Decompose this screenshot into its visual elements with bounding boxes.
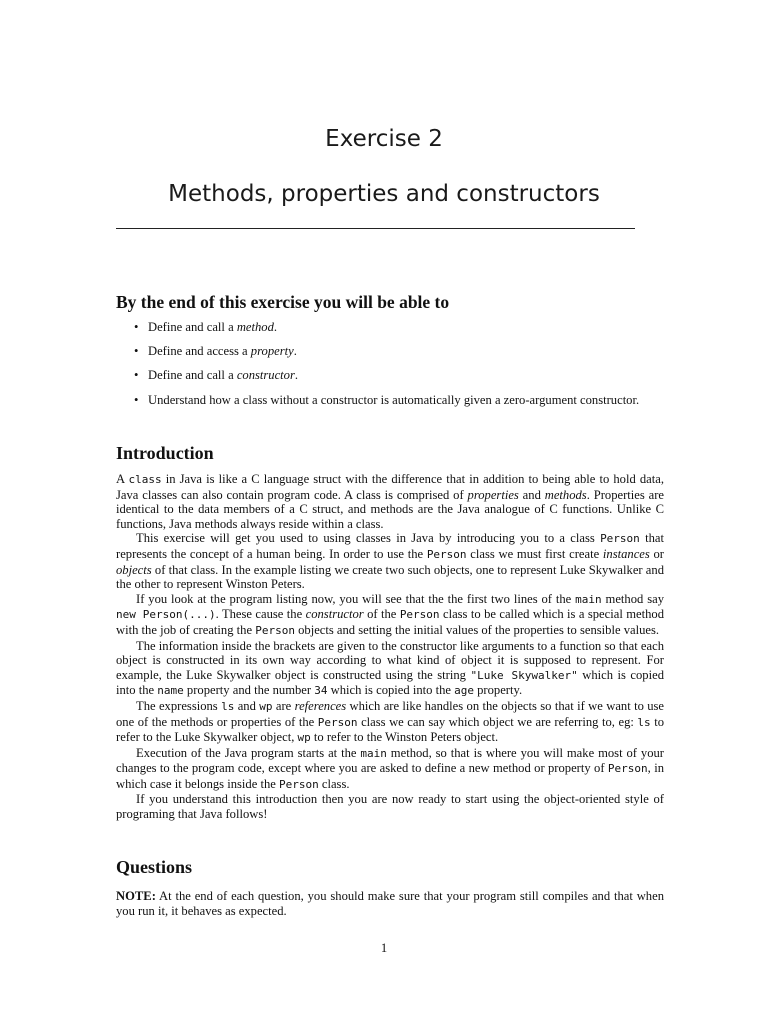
paragraph: NOTE: At the end of each question, you should make sure that your program still compiles and that when you run it, it behaves as expected. xyxy=(116,889,664,918)
paragraph: This exercise will get you used to using classes in Java by introducing you to a class Person that represents the concept of a human being. In order to use the Person class we must first create instances or objects of that class. In the example listing we create two such objects, one to represent Luke Skywalker and the other to represent Winston Peters. xyxy=(116,531,664,592)
paragraph: A class in Java is like a C language struct with the difference that in addition to being able to hold data, Java classes can also contain program code. A class is comprised of properties and methods. Properties are identical to the data members of a C struct, and methods are the Java analogue of C functions. Unlike C functions, Java methods always reside within a class. xyxy=(116,472,664,531)
bullet-icon: • xyxy=(134,368,139,383)
paragraph: Execution of the Java program starts at the main method, so that is where you will make most of your changes to the program code, except where you are asked to define a new method or property of Person, in which case it belongs inside the Person class. xyxy=(116,745,664,791)
bullet-icon: • xyxy=(134,344,139,359)
questions-note xyxy=(116,889,664,918)
introduction-heading: Introduction xyxy=(116,443,214,463)
exercise-title: Exercise 2 xyxy=(325,126,443,152)
objectives-list xyxy=(116,320,664,417)
list-item: • Define and access a property. xyxy=(134,344,297,359)
title-divider xyxy=(116,228,635,229)
exercise-subtitle: Methods, properties and constructors xyxy=(168,181,600,207)
paragraph: If you understand this introduction then you are now ready to start using the object-oriented style of programing that Java follows! xyxy=(116,792,664,822)
bullet-icon: • xyxy=(134,392,139,407)
page-number: 1 xyxy=(380,941,388,955)
paragraph: The information inside the brackets are given to the constructor like arguments to a function so that each object is constructed in its own way according to what kind of object it is supposed to represent. For example, the Luke Skywalker object is constructed using the string "Luke Skywalker" which is copied into the name property and the number 34 which is copied into the age property. xyxy=(116,638,664,698)
bullet-icon: • xyxy=(134,320,139,334)
questions-heading: Questions xyxy=(116,857,193,877)
note-label: NOTE: xyxy=(116,889,156,903)
introduction-body xyxy=(116,472,664,822)
list-item: • Define and call a constructor. xyxy=(134,368,299,383)
list-item: • Define and call a method. xyxy=(134,320,278,334)
paragraph: The expressions ls and wp are references which are like handles on the objects so that if we want to use one of the methods or properties of the Person class we can say which object we are referring to, eg: ls to refer to the Luke Skywalker object, wp to refer to the Winston Peters object. xyxy=(116,698,665,745)
paragraph: If you look at the program listing now, you will see that the the first two lines of the main method say new Person(...). These cause the constructor of the Person class to be called which is a special method with the job of creating the Person objects and setting the initial values of the properties to sensible values. xyxy=(116,591,665,637)
list-item: • Understand how a class without a constructor is automatically given a zero-argument constructor. xyxy=(134,392,640,407)
objectives-heading: By the end of this exercise you will be able to xyxy=(116,292,450,312)
